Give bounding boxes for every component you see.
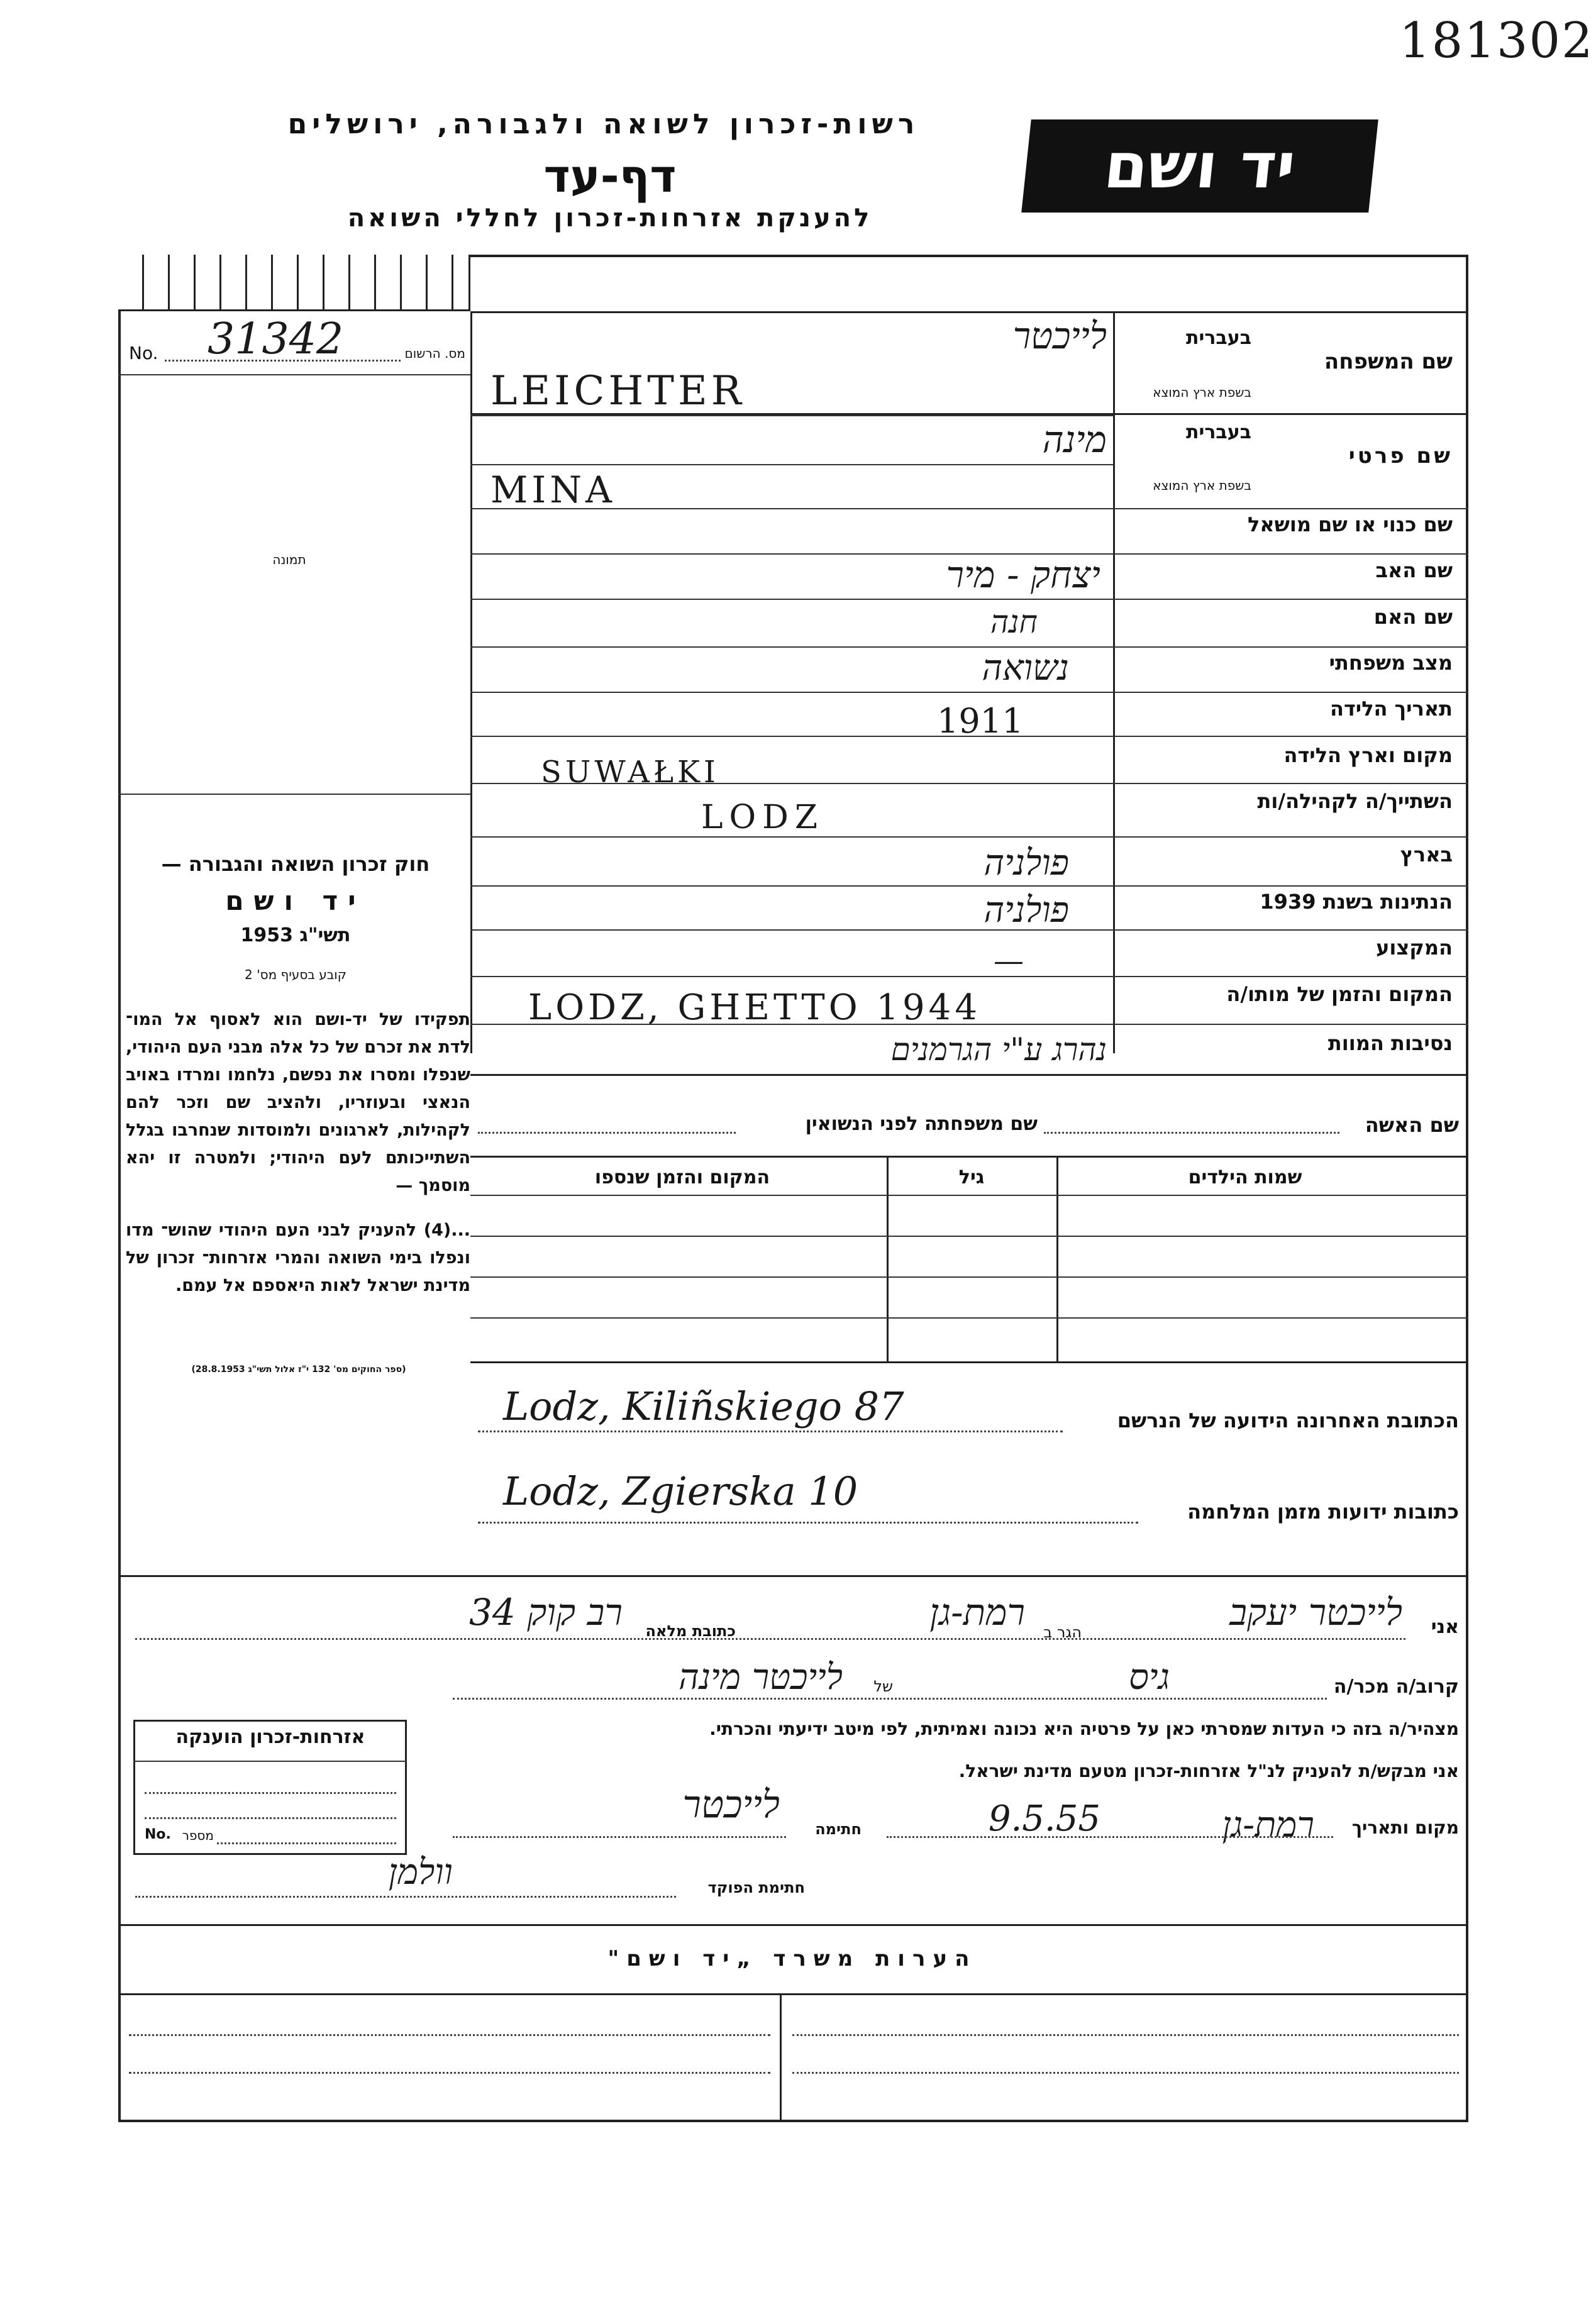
law-name: יד ושם xyxy=(225,885,366,916)
place-date-label: מקום ותאריך xyxy=(1351,1817,1459,1838)
row-line xyxy=(470,836,1468,838)
surname-hebrew: לייכטר xyxy=(1012,314,1107,357)
place-value: רמת-גן xyxy=(1222,1805,1314,1846)
declarant-i-label: אני xyxy=(1431,1616,1459,1638)
death-cause-value: נהרג ע"י הגרמנים xyxy=(890,1031,1107,1068)
authority-title: רשות-זכרון לשואה ולגבורה, ירושלים xyxy=(287,108,920,140)
community-label: השתייך/ה לקהילה/ות xyxy=(1257,789,1453,813)
form-subtitle: להענקת אזרחות-זכרון לחללי השואה xyxy=(347,204,873,233)
reg-number: 31342 xyxy=(208,314,344,364)
photo-bottom-line xyxy=(118,794,470,795)
archive-number: 181302 xyxy=(1399,13,1594,69)
signature-label: חתימה xyxy=(815,1820,862,1838)
row-line xyxy=(470,599,1468,600)
office-notes-title: הערות משרד „יד ושם" xyxy=(607,1946,977,1971)
maiden-dots xyxy=(478,1132,736,1134)
children-row xyxy=(470,1195,1468,1196)
yad-vashem-logo xyxy=(1021,119,1378,213)
relative-label: קרוב/ה מכר/ה xyxy=(1333,1676,1459,1698)
surname-origin-label: בשפת ארץ המוצא xyxy=(1153,385,1251,400)
father-value: יצחק - מיר xyxy=(946,553,1100,596)
country-label: בארץ xyxy=(1400,843,1453,866)
children-row xyxy=(470,1317,1468,1319)
row-line xyxy=(470,976,1468,977)
children-header-names: שמות הילדים xyxy=(1188,1166,1302,1188)
war-address-dots xyxy=(478,1522,1138,1524)
firstname-latin: MINA xyxy=(490,468,616,511)
certificate-line xyxy=(145,1792,396,1794)
reg-no-label: No. xyxy=(129,343,158,363)
label-column-divider xyxy=(1113,311,1115,1053)
left-column-divider xyxy=(470,311,472,1053)
declaration-text: מצהיר/ה בזה כי העדות שמסרתי כאן על פרטיה היא נכונה ואמיתית, לפי מיטב ידיעתי והכרתי. xyxy=(709,1719,1459,1739)
signature-value: לייכטר xyxy=(682,1783,780,1827)
office-notes-divider xyxy=(780,1993,782,2122)
law-title: חוק זכרון השואה והגבורה — xyxy=(161,852,430,876)
request-text: אני מבקש/ת להעניק לנ"ל אזרחות-זכרון מטעם מדינת ישראל. xyxy=(958,1761,1459,1781)
war-address-label: כתובות ידועות מזמן המלחמה xyxy=(1187,1500,1459,1524)
firstname-label: שם פרטי xyxy=(1348,443,1453,468)
signature-dots xyxy=(453,1836,786,1838)
declarant-address: רב קוק 34 xyxy=(468,1591,623,1634)
citizenship-label: הנתינות בשנת 1939 xyxy=(1260,890,1453,914)
certificate-no-dots xyxy=(217,1842,396,1844)
declarant-name: לייכטר יעקב xyxy=(1229,1591,1402,1634)
code-boxes xyxy=(118,255,470,311)
death-place-value: LODZ, GHETTO 1944 xyxy=(528,987,981,1028)
last-address-label: הכתובת האחרונה הידועה של הנרשם xyxy=(1117,1409,1459,1432)
profession-value: — xyxy=(994,943,1024,978)
maiden-label: שם משפחתה לפני הנשואין xyxy=(805,1113,1038,1135)
row-line xyxy=(470,885,1468,887)
country-value: פולניה xyxy=(984,843,1069,883)
birthplace-label: מקום וארץ הלידה xyxy=(1283,743,1453,767)
birthplace-value: SUWAŁKI xyxy=(541,755,719,790)
children-divider xyxy=(887,1156,889,1363)
office-notes-line xyxy=(792,2034,1459,2036)
firstname-hebrew-label: בעברית xyxy=(1186,421,1251,443)
death-place-label: המקום והזמן של מותו/ה xyxy=(1226,982,1453,1006)
officer-signature: וולמן xyxy=(388,1852,453,1893)
law-section: קובע בסעיף מס' 2 xyxy=(245,967,346,982)
date-value: 9.5.55 xyxy=(988,1798,1100,1839)
row-line xyxy=(470,1361,1468,1363)
profession-label: המקצוע xyxy=(1376,936,1453,960)
logo-text: יד ושם xyxy=(1100,129,1299,202)
row-line xyxy=(470,464,1113,465)
officer-label: חתימת הפוקד xyxy=(707,1879,805,1896)
last-address-dots xyxy=(478,1431,1063,1432)
office-notes-line xyxy=(792,2072,1459,2074)
relative-dots xyxy=(453,1698,1327,1700)
mother-label: שם האם xyxy=(1373,605,1453,629)
declarant-resides-label: הגר ב xyxy=(1043,1624,1082,1641)
place-date-dots xyxy=(887,1836,1333,1838)
surname-latin: LEICHTER xyxy=(490,368,745,414)
father-label: שם האב xyxy=(1375,558,1453,582)
children-row xyxy=(470,1276,1468,1278)
office-notes-line xyxy=(129,2034,770,2036)
mother-value: חנה xyxy=(990,604,1038,640)
children-row xyxy=(470,1236,1468,1237)
certificate-line xyxy=(145,1817,396,1819)
marital-label: מצב משפחתי xyxy=(1329,651,1453,675)
photo-label: תמונה xyxy=(272,552,306,567)
law-text-1: תפקידו של יד-ושם הוא לאסוף אל המו־ לדת את זכרם של כל אלה מבני העם היהודי, שנפלו ומסרו את נפשם, נלחמו ומרדו באויב הנאצי ובעוזריו, ולהציב שם וזכר להם לקהילות, לארגונים ולמוסדות שנחרבו בגלל השתייכותם לעם היהודי; ולמטרה זו יהא מוסמך — xyxy=(125,1010,470,1195)
last-address-value: Lodz, Kiliñskiego 87 xyxy=(503,1383,904,1429)
marital-value: נשואה xyxy=(982,648,1069,689)
office-notes-top-line xyxy=(118,1924,1468,1926)
birthdate-value: 1911 xyxy=(937,701,1024,741)
law-year: תשי"ג 1953 xyxy=(240,924,351,946)
children-header-place: המקום והזמן שנספו xyxy=(594,1166,770,1188)
certificate-title-line xyxy=(133,1761,407,1762)
office-notes-header-line xyxy=(118,1993,1468,1995)
relation-value: גיס xyxy=(1128,1657,1170,1698)
office-notes-line xyxy=(129,2072,770,2074)
of-label: של xyxy=(873,1678,893,1695)
nickname-label: שם כנוי או שם מושאל xyxy=(1247,512,1453,536)
firstname-hebrew: מינה xyxy=(1042,418,1107,461)
surname-label: שם המשפחה xyxy=(1324,349,1453,374)
citizenship-value: פולניה xyxy=(984,890,1069,931)
declarant-resides: רמת-גן xyxy=(929,1591,1025,1634)
surname-hebrew-label: בעברית xyxy=(1186,327,1251,349)
war-address-value: Lodz, Zgierska 10 xyxy=(503,1468,858,1514)
children-header-age: גיל xyxy=(958,1166,985,1188)
certificate-no-label: No. xyxy=(145,1827,171,1842)
death-cause-label: נסיבות המוות xyxy=(1327,1031,1453,1055)
row-line xyxy=(470,415,1113,416)
row-line xyxy=(470,508,1468,509)
row-line xyxy=(470,1074,1468,1076)
law-text-2: ...(4) להעניק לבני העם היהודי שהוש־ מדו ונפלו בימי השואה והמרי אזרחות־ זכרון של מדינת ישראל לאות היאספם אל עמם. xyxy=(126,1220,470,1295)
reg-label: מס. הרשום xyxy=(404,346,465,361)
row-line xyxy=(470,692,1468,693)
officer-dots xyxy=(135,1896,676,1898)
birthdate-label: תאריך הלידה xyxy=(1329,697,1453,721)
wife-label: שם האשה xyxy=(1365,1113,1459,1137)
firstname-origin-label: בשפת ארץ המוצא xyxy=(1153,478,1251,493)
certificate-num-label: מספר xyxy=(182,1828,214,1843)
form-title: דף-עד xyxy=(543,150,677,202)
declarant-section-line xyxy=(118,1575,1468,1577)
certificate-title: אזרחות-זכרון הוענקה xyxy=(175,1726,365,1748)
top-row-line xyxy=(470,311,1468,313)
children-divider xyxy=(1056,1156,1058,1363)
declarant-dots xyxy=(135,1638,1405,1640)
of-name: לייכטר מינה xyxy=(679,1657,843,1698)
declarant-address-label: כתובת מלאה xyxy=(645,1622,736,1640)
reg-row-line xyxy=(118,374,470,375)
wife-dots xyxy=(1044,1132,1339,1134)
community-value: LODZ xyxy=(701,799,824,836)
law-reference: (ספר החוקים מס' 132 י"ז אלול תשי"ג 28.8.1953) xyxy=(191,1364,406,1375)
row-line xyxy=(470,1156,1468,1158)
